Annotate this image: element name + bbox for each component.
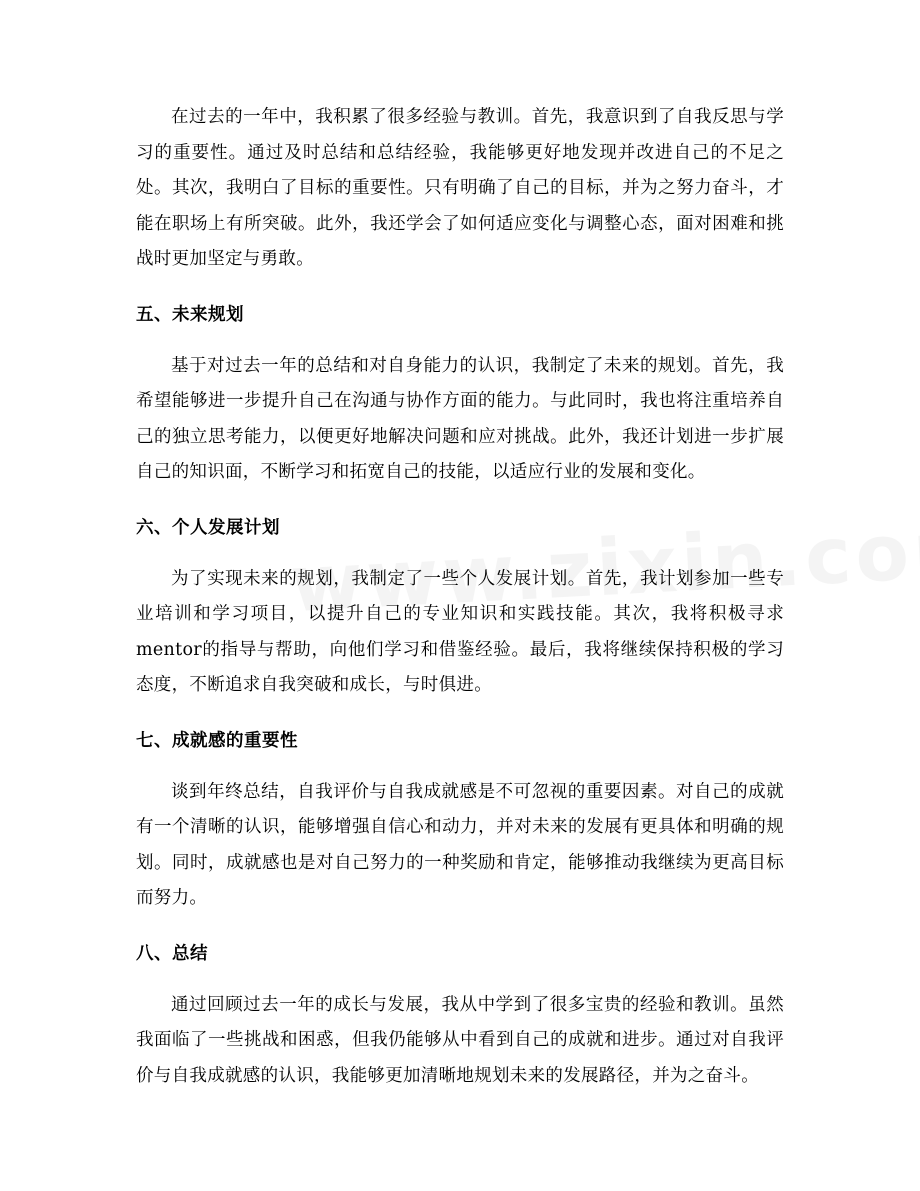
document-body	[136, 100, 784, 1094]
section-heading-personal-development: 六、个人发展计划	[136, 517, 280, 538]
section-paragraph-achievement: 谈到年终总结，自我评价与自我成就感是不可忽视的重要因素。对自己的成就有一个清晰的认识，能够增强自信心和动力，并对未来的发展有更具体和明确的规划。同时，成就感也是对自己努力的一种奖励和肯定，能够推动我继续为更高目标而努力。	[136, 781, 784, 908]
section-paragraph-summary: 通过回顾过去一年的成长与发展，我从中学到了很多宝贵的经验和教训。虽然我面临了一些挑战和困惑，但我仍能够从中看到自己的成就和进步。通过对自我评价与自我成就感的认识，我能够更加清晰地规划未来的发展路径，并为之奋斗。	[136, 994, 784, 1086]
section-paragraph-future-plan: 基于对过去一年的总结和对自身能力的认识，我制定了未来的规划。首先，我希望能够进一步提升自己在沟通与协作方面的能力。与此同时，我也将注重培养自己的独立思考能力，以便更好地解决问题和应对挑战。此外，我还计划进一步扩展自己的知识面，不断学习和拓宽自己的技能，以适应行业的发展和变化。	[136, 355, 784, 482]
section-paragraph-personal-development: 为了实现未来的规划，我制定了一些个人发展计划。首先，我计划参加一些专业培训和学习项目，以提升自己的专业知识和实践技能。其次，我将积极寻求mentor的指导与帮助，向他们学习和借鉴经验。最后，我将继续保持积极的学习态度，不断追求自我突破和成长，与时俱进。	[136, 568, 784, 695]
section-heading-future-plan: 五、未来规划	[136, 304, 244, 325]
section-heading-achievement: 七、成就感的重要性	[136, 730, 298, 751]
intro-paragraph: 在过去的一年中，我积累了很多经验与教训。首先，我意识到了自我反思与学习的重要性。通过及时总结和总结经验，我能够更好地发现并改进自己的不足之处。其次，我明白了目标的重要性。只有明确了自己的目标，并为之努力奋斗，才能在职场上有所突破。此外，我还学会了如何适应变化与调整心态，面对困难和挑战时更加坚定与勇敢。	[136, 107, 784, 269]
section-heading-summary: 八、总结	[136, 943, 208, 964]
